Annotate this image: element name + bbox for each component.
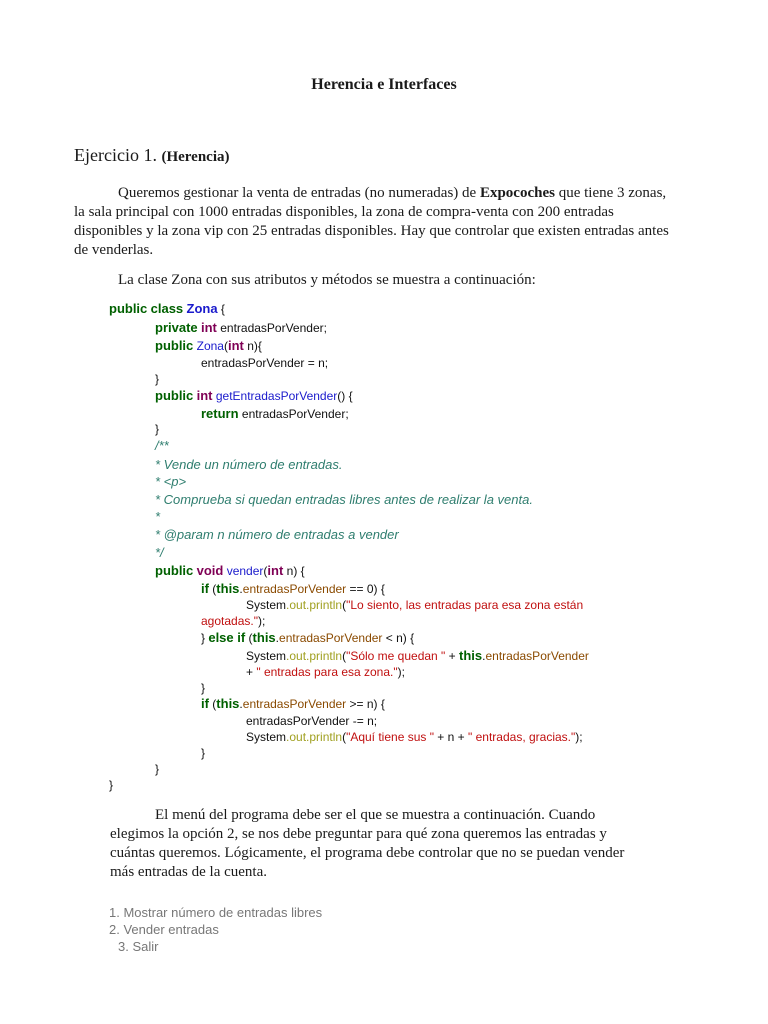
menu-intro-line-2: elegimos la opción 2, se nos debe preguntar para qué zona queremos las entradas y bbox=[110, 826, 607, 842]
exercise-subtitle: (Herencia) bbox=[161, 149, 230, 165]
intro-line-4: de venderlas. bbox=[74, 242, 154, 258]
menu-item: 1. Mostrar número de entradas libres bbox=[109, 905, 323, 920]
code-line: System.out.println("Aquí tiene sus " + n + " entradas, gracias."); bbox=[246, 730, 583, 744]
exercise-heading bbox=[74, 145, 230, 166]
intro-line-3: disponibles y la zona vip con 25 entradas disponibles. Hay que controlar que existen entradas antes bbox=[74, 223, 669, 239]
program-menu bbox=[109, 904, 322, 955]
brand-name: Expocoches bbox=[479, 185, 555, 201]
class-intro: La clase Zona con sus atributos y métodos se muestra a continuación: bbox=[118, 272, 536, 288]
code-comment: /** bbox=[155, 438, 169, 453]
code-line: entradasPorVender = n; bbox=[201, 356, 329, 370]
menu-intro-line-1: El menú del programa debe ser el que se muestra a continuación. Cuando bbox=[155, 807, 596, 823]
code-line: } else if (this.entradasPorVender < n) { bbox=[201, 630, 415, 645]
code-line: } bbox=[155, 372, 160, 386]
code-line: } bbox=[201, 746, 206, 760]
menu-intro-line-4: más entradas de la cuenta. bbox=[110, 864, 268, 880]
menu-intro-line-3: cuántas queremos. Lógicamente, el programa debe controlar que no se puedan vender bbox=[110, 845, 625, 861]
code-line: public int getEntradasPorVender() { bbox=[155, 388, 353, 403]
code-line: System.out.println("Sólo me quedan " + this.entradasPorVender bbox=[246, 648, 589, 663]
menu-intro-paragraph bbox=[110, 806, 670, 882]
code-line: agotadas."); bbox=[201, 614, 266, 628]
code-line: if (this.entradasPorVender == 0) { bbox=[201, 581, 385, 596]
code-line: } bbox=[201, 681, 206, 695]
code-line: } bbox=[155, 762, 160, 776]
exercise-label: Ejercicio 1. bbox=[74, 145, 157, 165]
menu-item: 2. Vender entradas bbox=[109, 922, 219, 937]
code-line: System.out.println("Lo siento, las entradas para esa zona están bbox=[246, 598, 584, 612]
intro-line-1: Queremos gestionar la venta de entradas (no numeradas) de Expocoches que tiene 3 zonas, bbox=[118, 185, 667, 201]
code-line: if (this.entradasPorVender >= n) { bbox=[201, 696, 385, 711]
code-line: + " entradas para esa zona."); bbox=[246, 665, 405, 679]
page-title: Herencia e Interfaces bbox=[311, 76, 457, 93]
menu-item: 3. Salir bbox=[118, 939, 159, 954]
code-line: public Zona(int n){ bbox=[155, 338, 262, 353]
code-line: public void vender(int n) { bbox=[155, 563, 305, 578]
code-comment: */ bbox=[155, 545, 164, 560]
code-comment: * bbox=[155, 509, 161, 524]
code-line: return entradasPorVender; bbox=[201, 406, 349, 421]
code-comment: * @param n número de entradas a vender bbox=[155, 527, 399, 542]
intro-line-2: la sala principal con 1000 entradas disponibles, la zona de compra-venta con 200 entradas bbox=[74, 204, 614, 220]
code-comment: * Comprueba si quedan entradas libres antes de realizar la venta. bbox=[155, 492, 533, 507]
code-line: private int entradasPorVender; bbox=[155, 320, 327, 335]
code-comment: * Vende un número de entradas. bbox=[155, 457, 343, 472]
code-line: } bbox=[155, 422, 160, 436]
code-line: entradasPorVender -= n; bbox=[246, 714, 378, 728]
intro-paragraph bbox=[74, 184, 696, 260]
code-line: public class Zona { bbox=[109, 301, 225, 316]
code-line: } bbox=[109, 778, 114, 792]
code-comment: * <p> bbox=[155, 474, 187, 489]
